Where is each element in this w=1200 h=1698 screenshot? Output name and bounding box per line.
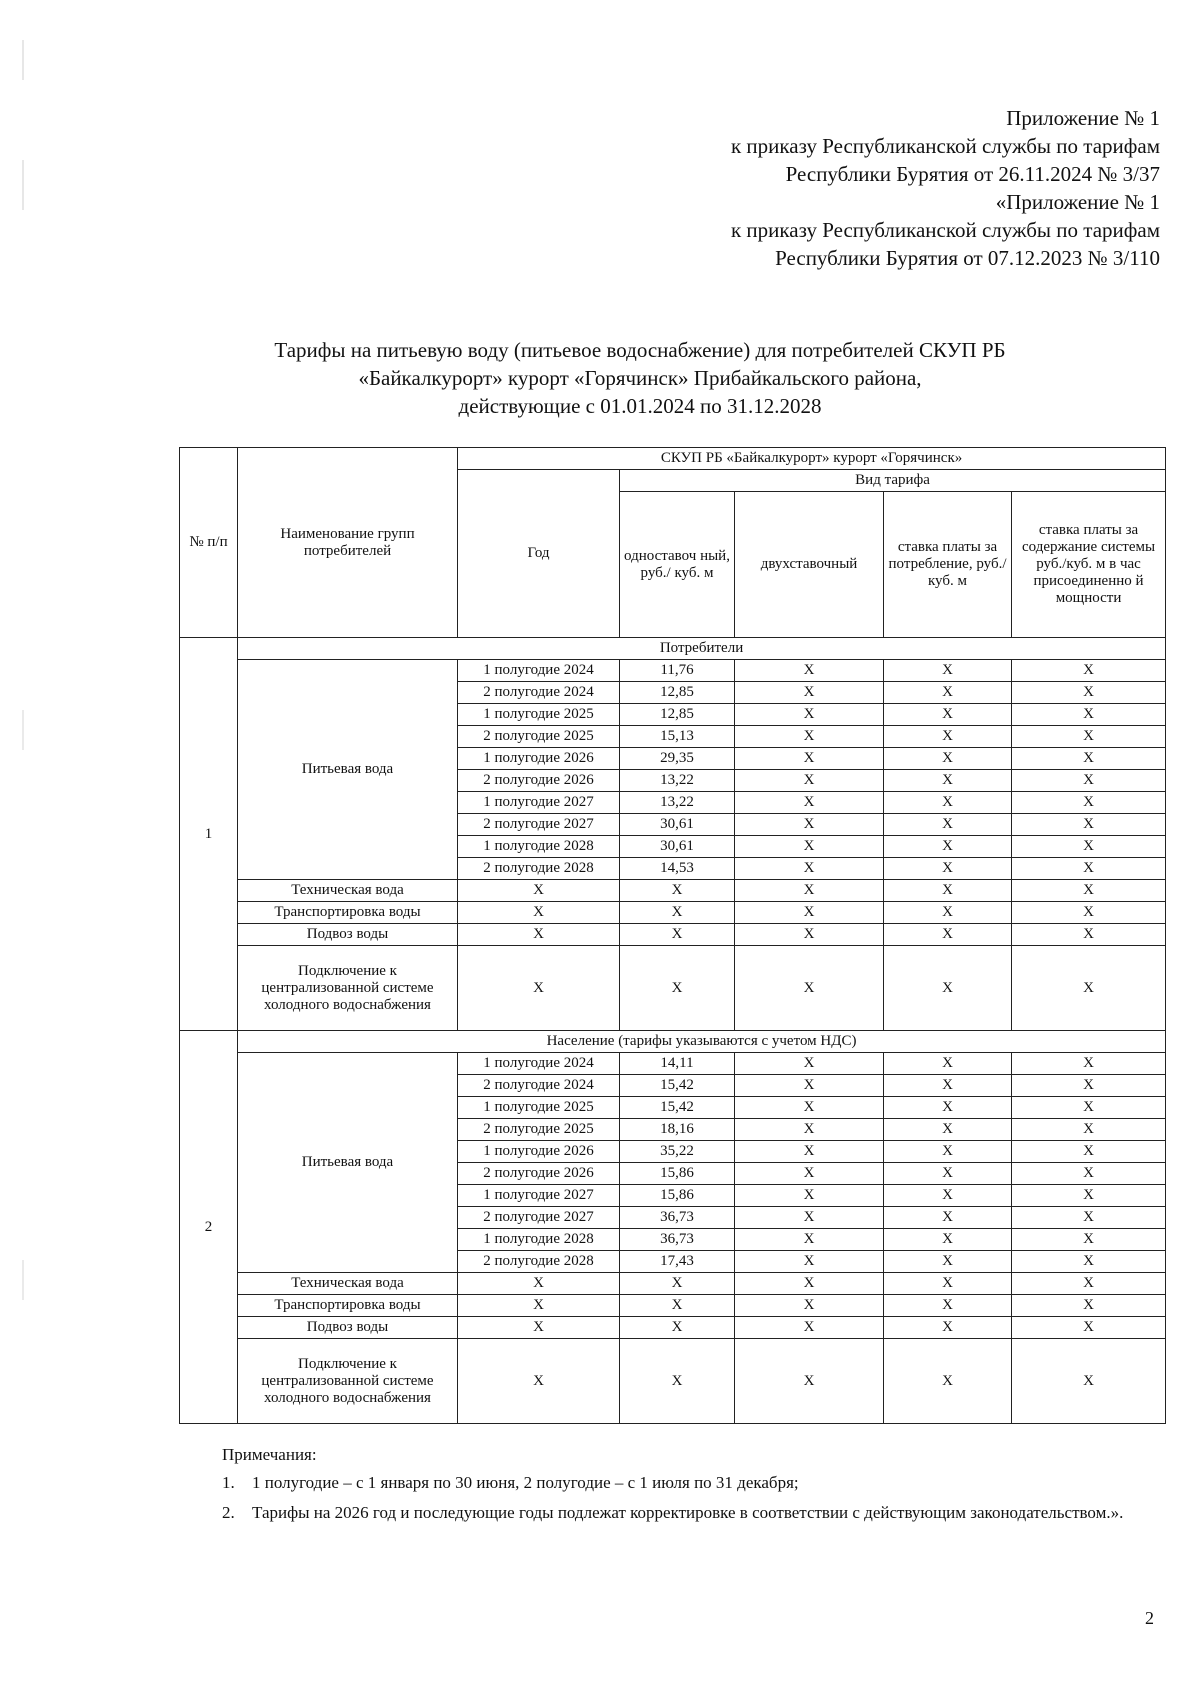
year-cell: 2 полугодие 2028: [458, 1251, 620, 1273]
year-cell: 2 полугодие 2027: [458, 1207, 620, 1229]
two-part-cell: X: [735, 1251, 884, 1273]
one-part-cell: 15,42: [620, 1075, 735, 1097]
maint-cell: X: [1012, 1317, 1166, 1339]
header-line: к приказу Республиканской службы по тарифам: [730, 218, 1160, 242]
table-row: [180, 1053, 1166, 1075]
table-row: [180, 880, 1166, 902]
consumption-cell: X: [884, 1119, 1012, 1141]
year-cell: X: [458, 1317, 620, 1339]
year-cell: 2 полугодие 2026: [458, 1163, 620, 1185]
maintenance-cell: X: [1012, 1163, 1166, 1185]
maintenance-cell: X: [1012, 770, 1166, 792]
maintenance-cell: X: [1012, 682, 1166, 704]
header-num: № п/п: [180, 448, 238, 638]
consumption-cell: X: [884, 1141, 1012, 1163]
cons-cell: X: [884, 1273, 1012, 1295]
maintenance-cell: X: [1012, 1075, 1166, 1097]
table-row: [180, 1317, 1166, 1339]
two-part-cell: X: [735, 726, 884, 748]
table-row: [180, 946, 1166, 1031]
table-row: [180, 902, 1166, 924]
two-part-cell: X: [735, 1119, 884, 1141]
maintenance-cell: X: [1012, 1185, 1166, 1207]
header-line: Республики Бурятия от 26.11.2024 № 3/37: [785, 162, 1160, 186]
year-cell: 1 полугодие 2024: [458, 660, 620, 682]
one-cell: X: [620, 946, 735, 1031]
section-title-row: [180, 638, 1166, 660]
group-name: Техническая вода: [238, 1273, 458, 1295]
one-part-cell: 14,53: [620, 858, 735, 880]
consumption-cell: X: [884, 770, 1012, 792]
two-part-cell: X: [735, 792, 884, 814]
one-part-cell: 30,61: [620, 814, 735, 836]
two-part-cell: X: [735, 770, 884, 792]
consumption-cell: X: [884, 1251, 1012, 1273]
header-consumption-rate: ставка платы за потребление, руб./ куб. м: [884, 492, 1012, 638]
one-cell: X: [620, 880, 735, 902]
cons-cell: X: [884, 1317, 1012, 1339]
cons-cell: X: [884, 880, 1012, 902]
year-cell: X: [458, 1339, 620, 1424]
group-name: Подвоз воды: [238, 1317, 458, 1339]
consumption-cell: X: [884, 1075, 1012, 1097]
two-part-cell: X: [735, 1053, 884, 1075]
consumption-cell: X: [884, 1053, 1012, 1075]
maintenance-cell: X: [1012, 1251, 1166, 1273]
maint-cell: X: [1012, 880, 1166, 902]
notes-list: [222, 1470, 1164, 1526]
scan-mark: [22, 710, 24, 750]
year-cell: 2 полугодие 2025: [458, 1119, 620, 1141]
cons-cell: X: [884, 946, 1012, 1031]
two-cell: X: [735, 880, 884, 902]
two-part-cell: X: [735, 1185, 884, 1207]
one-part-cell: 14,11: [620, 1053, 735, 1075]
scan-mark: [22, 1260, 24, 1300]
maintenance-cell: X: [1012, 1207, 1166, 1229]
consumption-cell: X: [884, 682, 1012, 704]
appendix-header: [731, 104, 1160, 272]
year-cell: 1 полугодие 2026: [458, 1141, 620, 1163]
group-name: Транспортировка воды: [238, 1295, 458, 1317]
maintenance-cell: X: [1012, 1097, 1166, 1119]
maintenance-cell: X: [1012, 1141, 1166, 1163]
year-cell: 2 полугодие 2028: [458, 858, 620, 880]
year-cell: 1 полугодие 2027: [458, 792, 620, 814]
two-part-cell: X: [735, 748, 884, 770]
two-part-cell: X: [735, 1075, 884, 1097]
two-part-cell: X: [735, 836, 884, 858]
consumption-cell: X: [884, 792, 1012, 814]
maint-cell: X: [1012, 946, 1166, 1031]
table-row: [180, 924, 1166, 946]
title-line: действующие с 01.01.2024 по 31.12.2028: [458, 394, 822, 418]
document-title: [180, 336, 1100, 420]
title-line: «Байкалкурорт» курорт «Горячинск» Прибайкальского района,: [358, 366, 922, 390]
note-number: 2.: [222, 1503, 235, 1522]
year-cell: X: [458, 924, 620, 946]
maintenance-cell: X: [1012, 748, 1166, 770]
group-name: Питьевая вода: [238, 660, 458, 880]
year-cell: X: [458, 880, 620, 902]
consumption-cell: X: [884, 814, 1012, 836]
header-group: Наименование групп потребителей: [238, 448, 458, 638]
table-row: [180, 1339, 1166, 1424]
consumption-cell: X: [884, 1207, 1012, 1229]
two-cell: X: [735, 1295, 884, 1317]
note-item: [222, 1470, 1164, 1496]
one-part-cell: 17,43: [620, 1251, 735, 1273]
two-part-cell: X: [735, 1141, 884, 1163]
header-line: Приложение № 1: [1006, 106, 1160, 130]
year-cell: 2 полугодие 2026: [458, 770, 620, 792]
section-title: Население (тарифы указываются с учетом НДС): [238, 1031, 1166, 1053]
two-part-cell: X: [735, 1163, 884, 1185]
year-cell: 2 полугодие 2024: [458, 682, 620, 704]
two-part-cell: X: [735, 1229, 884, 1251]
one-part-cell: 12,85: [620, 682, 735, 704]
header-line: Республики Бурятия от 07.12.2023 № 3/110: [775, 246, 1160, 270]
page-number: 2: [1145, 1608, 1154, 1628]
year-cell: X: [458, 946, 620, 1031]
year-cell: 1 полугодие 2025: [458, 1097, 620, 1119]
title-line: Тарифы на питьевую воду (питьевое водоснабжение) для потребителей СКУП РБ: [274, 338, 1006, 362]
note-item: [222, 1500, 1164, 1526]
group-name: Питьевая вода: [238, 1053, 458, 1273]
two-part-cell: X: [735, 704, 884, 726]
maint-cell: X: [1012, 1295, 1166, 1317]
consumption-cell: X: [884, 858, 1012, 880]
two-cell: X: [735, 1339, 884, 1424]
two-part-cell: X: [735, 1207, 884, 1229]
scan-mark: [22, 160, 24, 210]
row-number: 2: [180, 1031, 238, 1424]
one-part-cell: 36,73: [620, 1229, 735, 1251]
two-part-cell: X: [735, 1097, 884, 1119]
maint-cell: X: [1012, 1273, 1166, 1295]
header-tariff-type: Вид тарифа: [620, 470, 1166, 492]
header-line: к приказу Республиканской службы по тарифам: [730, 134, 1160, 158]
maintenance-cell: X: [1012, 858, 1166, 880]
consumption-cell: X: [884, 1097, 1012, 1119]
header-two-part: двухставочный: [735, 492, 884, 638]
two-part-cell: X: [735, 814, 884, 836]
one-cell: X: [620, 1295, 735, 1317]
maint-cell: X: [1012, 902, 1166, 924]
consumption-cell: X: [884, 726, 1012, 748]
consumption-cell: X: [884, 1185, 1012, 1207]
consumption-cell: X: [884, 1229, 1012, 1251]
one-cell: X: [620, 924, 735, 946]
two-cell: X: [735, 902, 884, 924]
group-name: Подключение к централизованной системе холодного водоснабжения: [238, 946, 458, 1031]
note-text: 1 полугодие – с 1 января по 30 июня, 2 полугодие – с 1 июля по 31 декабря;: [252, 1473, 799, 1492]
consumption-cell: X: [884, 660, 1012, 682]
cons-cell: X: [884, 902, 1012, 924]
year-cell: 1 полугодие 2028: [458, 836, 620, 858]
group-name: Подвоз воды: [238, 924, 458, 946]
cons-cell: X: [884, 924, 1012, 946]
cons-cell: X: [884, 1339, 1012, 1424]
maint-cell: X: [1012, 1339, 1166, 1424]
one-part-cell: 29,35: [620, 748, 735, 770]
maintenance-cell: X: [1012, 1229, 1166, 1251]
consumption-cell: X: [884, 836, 1012, 858]
note-text: Тарифы на 2026 год и последующие годы подлежат корректировке в соответствии с действующим законодательством.».: [252, 1503, 1124, 1522]
maintenance-cell: X: [1012, 836, 1166, 858]
year-cell: 1 полугодие 2024: [458, 1053, 620, 1075]
notes: [222, 1442, 1164, 1530]
header-year: Год: [458, 470, 620, 638]
section-title: Потребители: [238, 638, 1166, 660]
section-title-row: [180, 1031, 1166, 1053]
consumption-cell: X: [884, 1163, 1012, 1185]
maintenance-cell: X: [1012, 660, 1166, 682]
table-row: [180, 1273, 1166, 1295]
consumption-cell: X: [884, 704, 1012, 726]
header-one-part: одноставоч ный, руб./ куб. м: [620, 492, 735, 638]
header-line: «Приложение № 1: [995, 190, 1160, 214]
two-cell: X: [735, 924, 884, 946]
maintenance-cell: X: [1012, 814, 1166, 836]
one-part-cell: 30,61: [620, 836, 735, 858]
group-name: Подключение к централизованной системе холодного водоснабжения: [238, 1339, 458, 1424]
two-cell: X: [735, 1273, 884, 1295]
cons-cell: X: [884, 1295, 1012, 1317]
year-cell: X: [458, 1273, 620, 1295]
year-cell: 1 полугодие 2028: [458, 1229, 620, 1251]
group-name: Техническая вода: [238, 880, 458, 902]
maintenance-cell: X: [1012, 704, 1166, 726]
header-maintenance-rate: ставка платы за содержание системы руб./куб. м в час присоединенно й мощности: [1012, 492, 1166, 638]
one-part-cell: 15,42: [620, 1097, 735, 1119]
year-cell: 1 полугодие 2025: [458, 704, 620, 726]
two-part-cell: X: [735, 858, 884, 880]
one-part-cell: 36,73: [620, 1207, 735, 1229]
one-part-cell: 15,86: [620, 1185, 735, 1207]
one-cell: X: [620, 902, 735, 924]
maintenance-cell: X: [1012, 1053, 1166, 1075]
two-part-cell: X: [735, 682, 884, 704]
one-part-cell: 12,85: [620, 704, 735, 726]
one-part-cell: 13,22: [620, 770, 735, 792]
maintenance-cell: X: [1012, 792, 1166, 814]
group-name: Транспортировка воды: [238, 902, 458, 924]
one-part-cell: 35,22: [620, 1141, 735, 1163]
one-cell: X: [620, 1339, 735, 1424]
two-cell: X: [735, 946, 884, 1031]
year-cell: 1 полугодие 2027: [458, 1185, 620, 1207]
maintenance-cell: X: [1012, 1119, 1166, 1141]
one-part-cell: 15,86: [620, 1163, 735, 1185]
scan-mark: [22, 40, 24, 80]
one-part-cell: 13,22: [620, 792, 735, 814]
year-cell: X: [458, 902, 620, 924]
one-cell: X: [620, 1273, 735, 1295]
year-cell: 1 полугодие 2026: [458, 748, 620, 770]
table-row: [180, 660, 1166, 682]
table-row: [180, 1295, 1166, 1317]
year-cell: 2 полугодие 2025: [458, 726, 620, 748]
consumption-cell: X: [884, 748, 1012, 770]
one-part-cell: 15,13: [620, 726, 735, 748]
maintenance-cell: X: [1012, 726, 1166, 748]
year-cell: 2 полугодие 2024: [458, 1075, 620, 1097]
header-org: СКУП РБ «Байкалкурорт» курорт «Горячинск»: [458, 448, 1166, 470]
one-part-cell: 11,76: [620, 660, 735, 682]
maint-cell: X: [1012, 924, 1166, 946]
year-cell: X: [458, 1295, 620, 1317]
two-cell: X: [735, 1317, 884, 1339]
tariff-table: [179, 447, 1166, 1424]
row-number: 1: [180, 638, 238, 1031]
year-cell: 2 полугодие 2027: [458, 814, 620, 836]
two-part-cell: X: [735, 660, 884, 682]
notes-title: Примечания:: [222, 1445, 317, 1464]
one-part-cell: 18,16: [620, 1119, 735, 1141]
note-number: 1.: [222, 1473, 235, 1492]
one-cell: X: [620, 1317, 735, 1339]
